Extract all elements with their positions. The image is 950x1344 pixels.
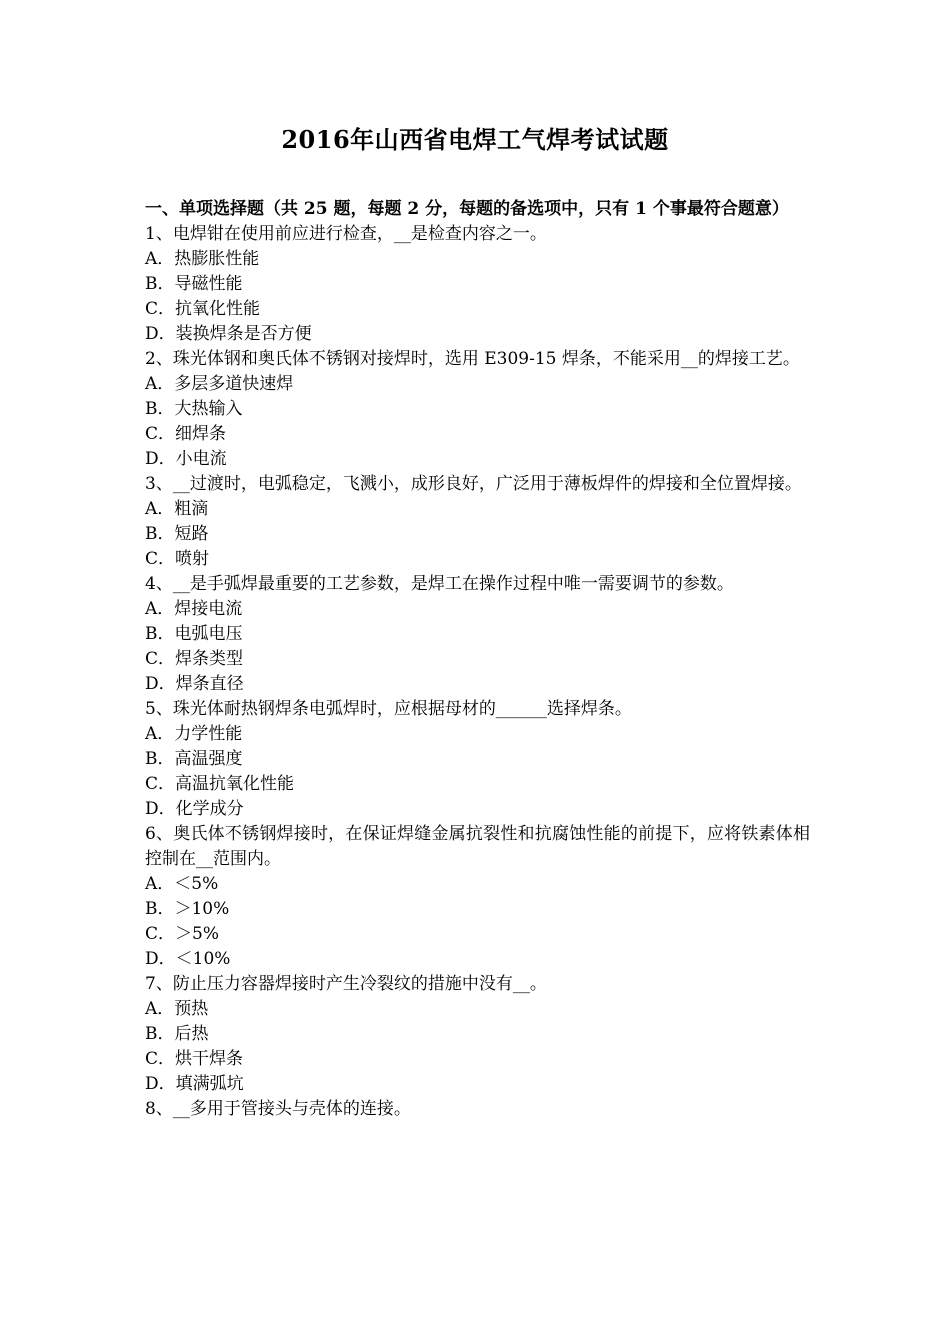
- question-8: [145, 1097, 810, 1122]
- option-a: A．热膨胀性能: [145, 249, 260, 269]
- question-4: [145, 572, 810, 697]
- question-stem: 8、__多用于管接头与壳体的连接。: [145, 1099, 411, 1119]
- option-c: C．烘干焊条: [145, 1049, 244, 1069]
- option-d: D．装换焊条是否方便: [145, 324, 312, 344]
- question-5: [145, 697, 810, 822]
- question-stem: 7、防止压力容器焊接时产生冷裂纹的措施中没有__。: [145, 974, 547, 994]
- option-a: A．粗滴: [145, 499, 209, 519]
- question-stem: 4、__是手弧焊最重要的工艺参数，是焊工在操作过程中唯一需要调节的参数。: [145, 574, 734, 594]
- document-body: [145, 197, 810, 1122]
- question-6: [145, 822, 810, 972]
- option-b: B．＞10%: [145, 899, 230, 919]
- question-2: [145, 347, 810, 472]
- question-3: [145, 472, 810, 572]
- document-title: 2016年山西省电焊工气焊考试试题: [281, 125, 669, 154]
- option-d: D．小电流: [145, 449, 227, 469]
- question-7: [145, 972, 810, 1097]
- option-c: C．细焊条: [145, 424, 227, 444]
- question-stem: 5、珠光体耐热钢焊条电弧焊时，应根据母材的______选择焊条。: [145, 699, 632, 719]
- option-c: C．＞5%: [145, 924, 219, 944]
- question-stem: 3、__过渡时，电弧稳定，飞溅小，成形良好，广泛用于薄板焊件的焊接和全位置焊接。: [145, 474, 802, 494]
- option-d: D．＜10%: [145, 949, 231, 969]
- option-d: D．焊条直径: [145, 674, 244, 694]
- option-a: A．＜5%: [145, 874, 219, 894]
- question-stem: 2、珠光体钢和奥氏体不锈钢对接焊时，选用 E309-15 焊条，不能采用__的焊接工艺。: [145, 349, 800, 369]
- option-c: C．焊条类型: [145, 649, 244, 669]
- option-a: A．焊接电流: [145, 599, 243, 619]
- option-b: B．短路: [145, 524, 209, 544]
- option-b: B．电弧电压: [145, 624, 243, 644]
- question-stem: 6、奥氏体不锈钢焊接时，在保证焊缝金属抗裂性和抗腐蚀性能的前提下，应将铁素体相控制在__范围内。: [145, 824, 810, 869]
- option-b: B．大热输入: [145, 399, 243, 419]
- question-1: [145, 222, 810, 347]
- option-b: B．后热: [145, 1024, 209, 1044]
- option-c: C．高温抗氧化性能: [145, 774, 295, 794]
- section-header: 一、单项选择题（共 25 题，每题 2 分，每题的备选项中，只有 1 个事最符合题意）: [145, 199, 789, 219]
- option-a: A．预热: [145, 999, 209, 1019]
- option-d: D．化学成分: [145, 799, 244, 819]
- option-b: B．导磁性能: [145, 274, 243, 294]
- option-d: D．填满弧坑: [145, 1074, 244, 1094]
- option-c: C．抗氧化性能: [145, 299, 261, 319]
- option-b: B．高温强度: [145, 749, 243, 769]
- option-a: A．多层多道快速焊: [145, 374, 294, 394]
- option-a: A．力学性能: [145, 724, 243, 744]
- question-stem: 1、电焊钳在使用前应进行检查，__是检查内容之一。: [145, 224, 547, 244]
- option-c: C．喷射: [145, 549, 210, 569]
